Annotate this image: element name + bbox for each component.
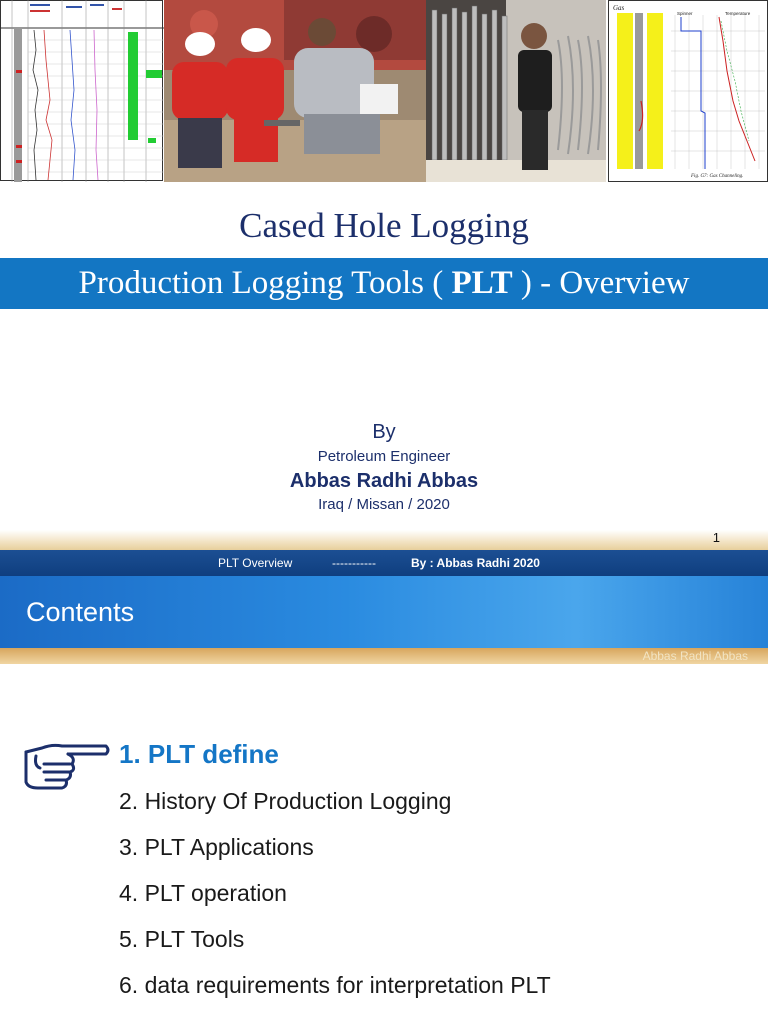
author-role: Petroleum Engineer [317, 448, 451, 465]
photo-strip [0, 0, 768, 182]
gas-channeling-diagram [608, 0, 768, 182]
header-right: By : Abbas Radhi 2020 [411, 556, 540, 570]
diagram-caption: Fig. G7: Gas Channeling. [691, 174, 744, 179]
subtitle-plt: PLT [451, 265, 513, 301]
slide-separator [0, 530, 768, 550]
contents-item-tools: 5. PLT Tools [119, 926, 245, 952]
author-block [0, 420, 768, 516]
footer-strip [0, 648, 768, 664]
contents-item-plt-define: 1. PLT define [119, 739, 279, 769]
page-number: 1 [712, 530, 720, 545]
diagram-header: Gas [613, 4, 625, 12]
header-dashes: ----------- [332, 556, 376, 570]
subtitle-pre: Production Logging Tools ( [78, 265, 452, 301]
subtitle-band [0, 258, 768, 309]
author-name: Abbas Radhi Abbas [289, 470, 479, 492]
footer-author: Abbas Radhi Abbas [642, 649, 748, 663]
slide-title: Cased Hole Logging [239, 206, 529, 245]
diagram-label-temperature: Temperature [725, 11, 751, 16]
log-chart-image [0, 0, 164, 182]
author-place: Iraq / Missan / 2020 [318, 496, 450, 513]
contents-item-history: 2. History Of Production Logging [119, 788, 452, 814]
by-label: By [372, 421, 396, 443]
subtitle-post: ) - Overview [512, 265, 690, 301]
contents-item-data-requirements: 6. data requirements for interpretation PLT [119, 972, 551, 998]
contents-item-operation: 4. PLT operation [119, 880, 287, 906]
contents-item-applications: 3. PLT Applications [119, 834, 314, 860]
contents-list [119, 732, 551, 1008]
contents-title: Contents [0, 576, 768, 648]
slide-header-bar [0, 550, 768, 576]
header-left: PLT Overview [218, 556, 293, 570]
field-crew-photo [164, 0, 426, 182]
diagram-label-spinner: Spinner [677, 11, 693, 16]
pointing-hand-icon [22, 738, 112, 794]
tool-display-photo [426, 0, 606, 182]
